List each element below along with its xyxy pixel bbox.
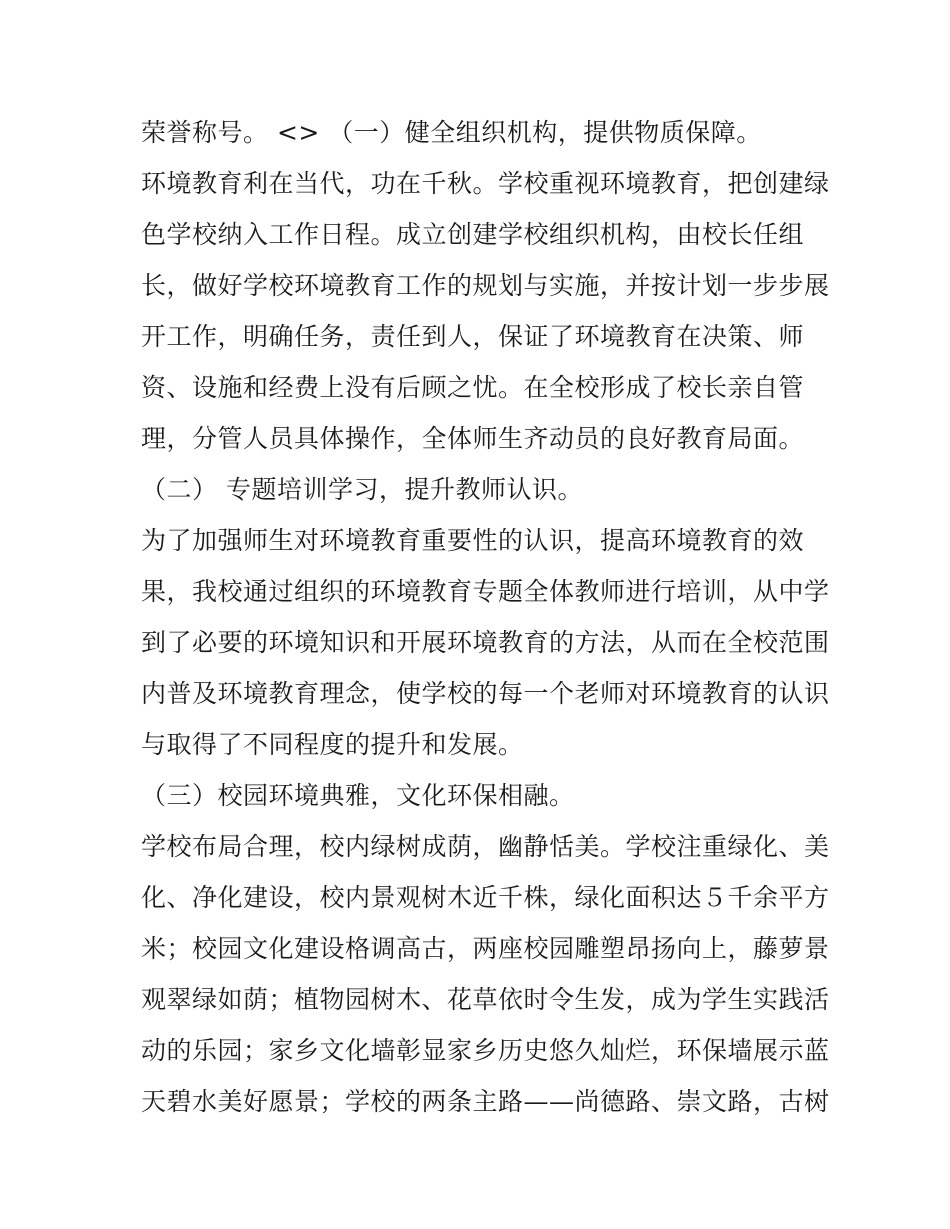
- text-line: 内普及环境教育理念，使学校的每一个老师对环境教育的认识: [141, 679, 830, 708]
- text-line: 与取得了不同程度的提升和发展。: [141, 730, 524, 759]
- section-heading: （三）校园环境典雅，文化环保相融。: [141, 781, 575, 810]
- text-line: 理，分管人员具体操作，全体师生齐动员的良好教育局面。: [141, 424, 805, 453]
- document-body-text: [141, 107, 830, 1127]
- text-line: 学校布局合理，校内绿树成荫，幽静恬美。学校注重绿化、美: [141, 832, 830, 861]
- text-line: 化、净化建设，校内景观树木近千株，绿化面积达５千余平方: [141, 883, 830, 912]
- text-line: 观翠绿如荫；植物园树木、花草依时令生发，成为学生实践活: [141, 985, 830, 1014]
- text-line: 动的乐园；家乡文化墙彰显家乡历史悠久灿烂，环保墙展示蓝: [141, 1036, 830, 1065]
- text-line: 开工作，明确任务，责任到人，保证了环境教育在决策、师: [141, 322, 805, 351]
- text-line: 荣誉称号。 <> （一）健全组织机构，提供物质保障。: [141, 118, 762, 147]
- text-line: 果，我校通过组织的环境教育专题全体教师进行培训，从中学: [141, 577, 830, 606]
- text-line: 米；校园文化建设格调高古，两座校园雕塑昂扬向上，藤萝景: [141, 934, 830, 963]
- text-line: 为了加强师生对环境教育重要性的认识，提高环境教育的效: [141, 526, 805, 555]
- text-line: 资、设施和经费上没有后顾之忧。在全校形成了校长亲自管: [141, 373, 805, 402]
- section-heading: （二） 专题培训学习，提升教师认识。: [141, 475, 583, 504]
- text-line: 色学校纳入工作日程。成立创建学校组织机构，由校长任组: [141, 220, 805, 249]
- text-line: 到了必要的环境知识和开展环境教育的方法，从而在全校范围: [141, 628, 830, 657]
- text-line: 长，做好学校环境教育工作的规划与实施，并按计划一步步展: [141, 271, 830, 300]
- text-line: 天碧水美好愿景；学校的两条主路——尚德路、崇文路，古树: [141, 1087, 830, 1116]
- text-line: 环境教育利在当代，功在千秋。学校重视环境教育，把创建绿: [141, 169, 830, 198]
